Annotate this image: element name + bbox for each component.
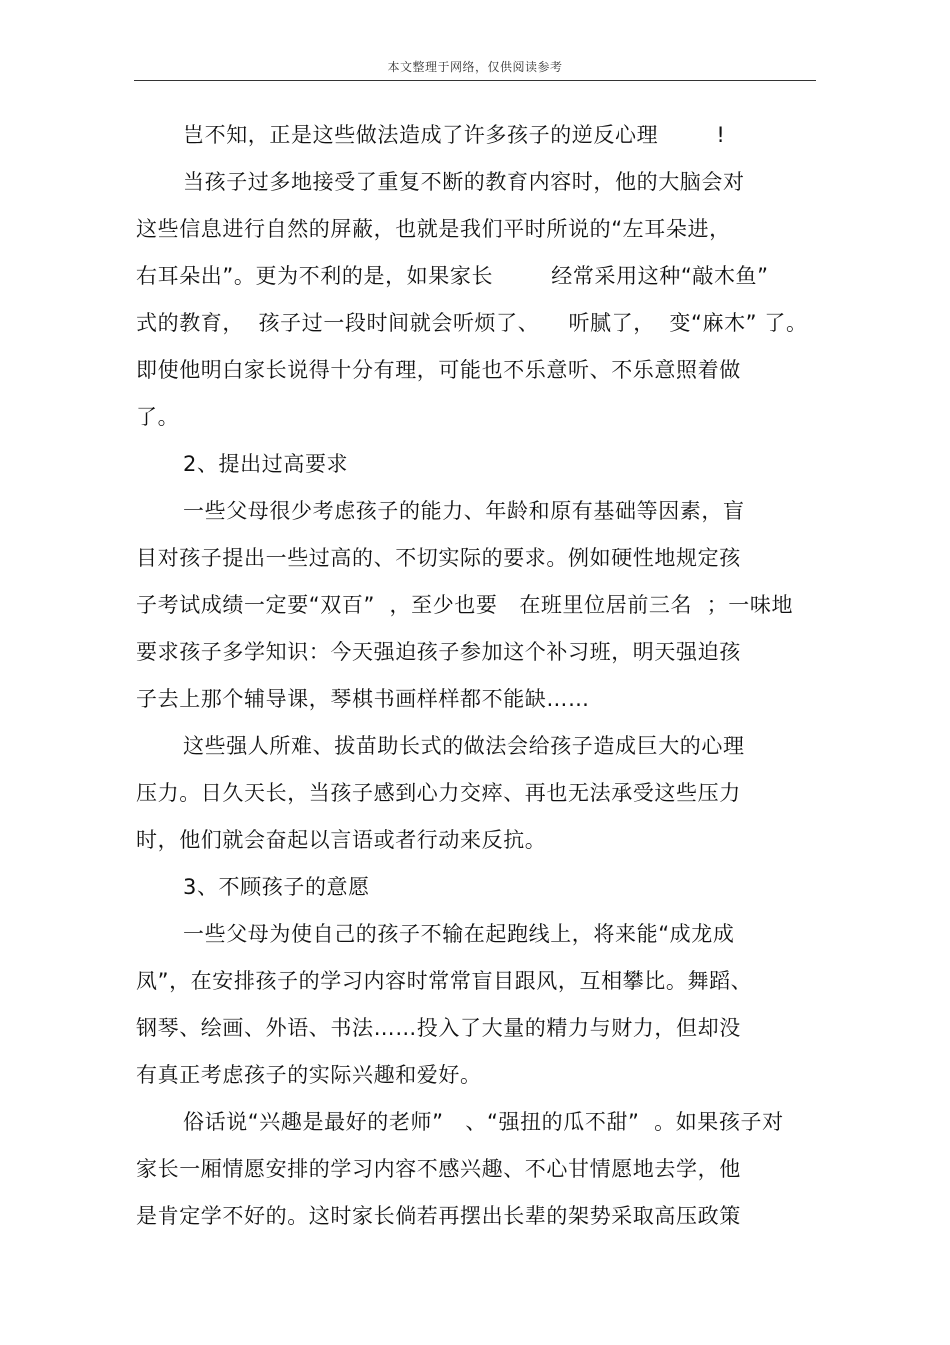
text-line: 要求孩子多学知识：今天强迫孩子参加这个补习班，明天强迫孩 [136,640,741,664]
text-line: 钢琴、绘画、外语、书法……投入了大量的精力与财力，但却没 [136,1016,741,1040]
text-line: 凤”，在安排孩子的学习内容时常常盲目跟风，互相攀比。舞蹈、 [136,969,753,993]
text-line: 压力。日久天长，当孩子感到心力交瘁、再也无法承受这些压力 [136,781,741,805]
text-line: 岂不知，正是这些做法造成了许多孩子的逆反心理 ! [183,123,726,147]
text-line: 有真正考虑孩子的实际兴趣和爱好。 [136,1063,482,1087]
section-heading: 3、不顾孩子的意愿 [183,875,370,899]
text-line: 目对孩子提出一些过高的、不切实际的要求。例如硬性地规定孩 [136,546,741,570]
text-line: 式的教育， 孩子过一段时间就会听烦了、 听腻了， 变“麻木” 了。 [136,311,808,335]
text-line: 子去上那个辅导课，琴棋书画样样都不能缺…… [136,687,590,711]
text-line: 子考试成绩一定要“双百” ，至少也要 在班里位居前三名 ；一味地 [136,593,794,617]
text-line: 这些强人所难、拔苗助长式的做法会给孩子造成巨大的心理 [183,734,745,758]
page-header [134,58,816,81]
text-line: 一些父母很少考虑孩子的能力、年龄和原有基础等因素，盲 [183,499,745,523]
body-text [136,112,816,1240]
text-line: 家长一厢情愿安排的学习内容不感兴趣、不心甘情愿地去学，他 [136,1157,741,1181]
text-line: 这些信息进行自然的屏蔽，也就是我们平时所说的“左耳朵进， [136,217,731,241]
text-line: 右耳朵出”。更为不利的是，如果家长 经常采用这种“敲木鱼” [136,264,769,288]
text-line: 时，他们就会奋起以言语或者行动来反抗。 [136,828,547,852]
section-heading: 2、提出过高要求 [183,452,349,476]
text-line: 当孩子过多地接受了重复不断的教育内容时，他的大脑会对 [183,170,745,194]
header-text: 本文整理于网络，仅供阅读参考 [387,60,563,74]
text-line: 俗话说“兴趣是最好的老师” 、“强扭的瓜不甜” 。如果孩子对 [183,1110,784,1134]
text-line: 了。 [136,405,180,429]
text-line: 即使他明白家长说得十分有理，可能也不乐意听、不乐意照着做 [136,358,741,382]
text-line: 是肯定学不好的。这时家长倘若再摆出长辈的架势采取高压政策 [136,1204,741,1228]
text-line: 一些父母为使自己的孩子不输在起跑线上，将来能“成龙成 [183,922,735,946]
